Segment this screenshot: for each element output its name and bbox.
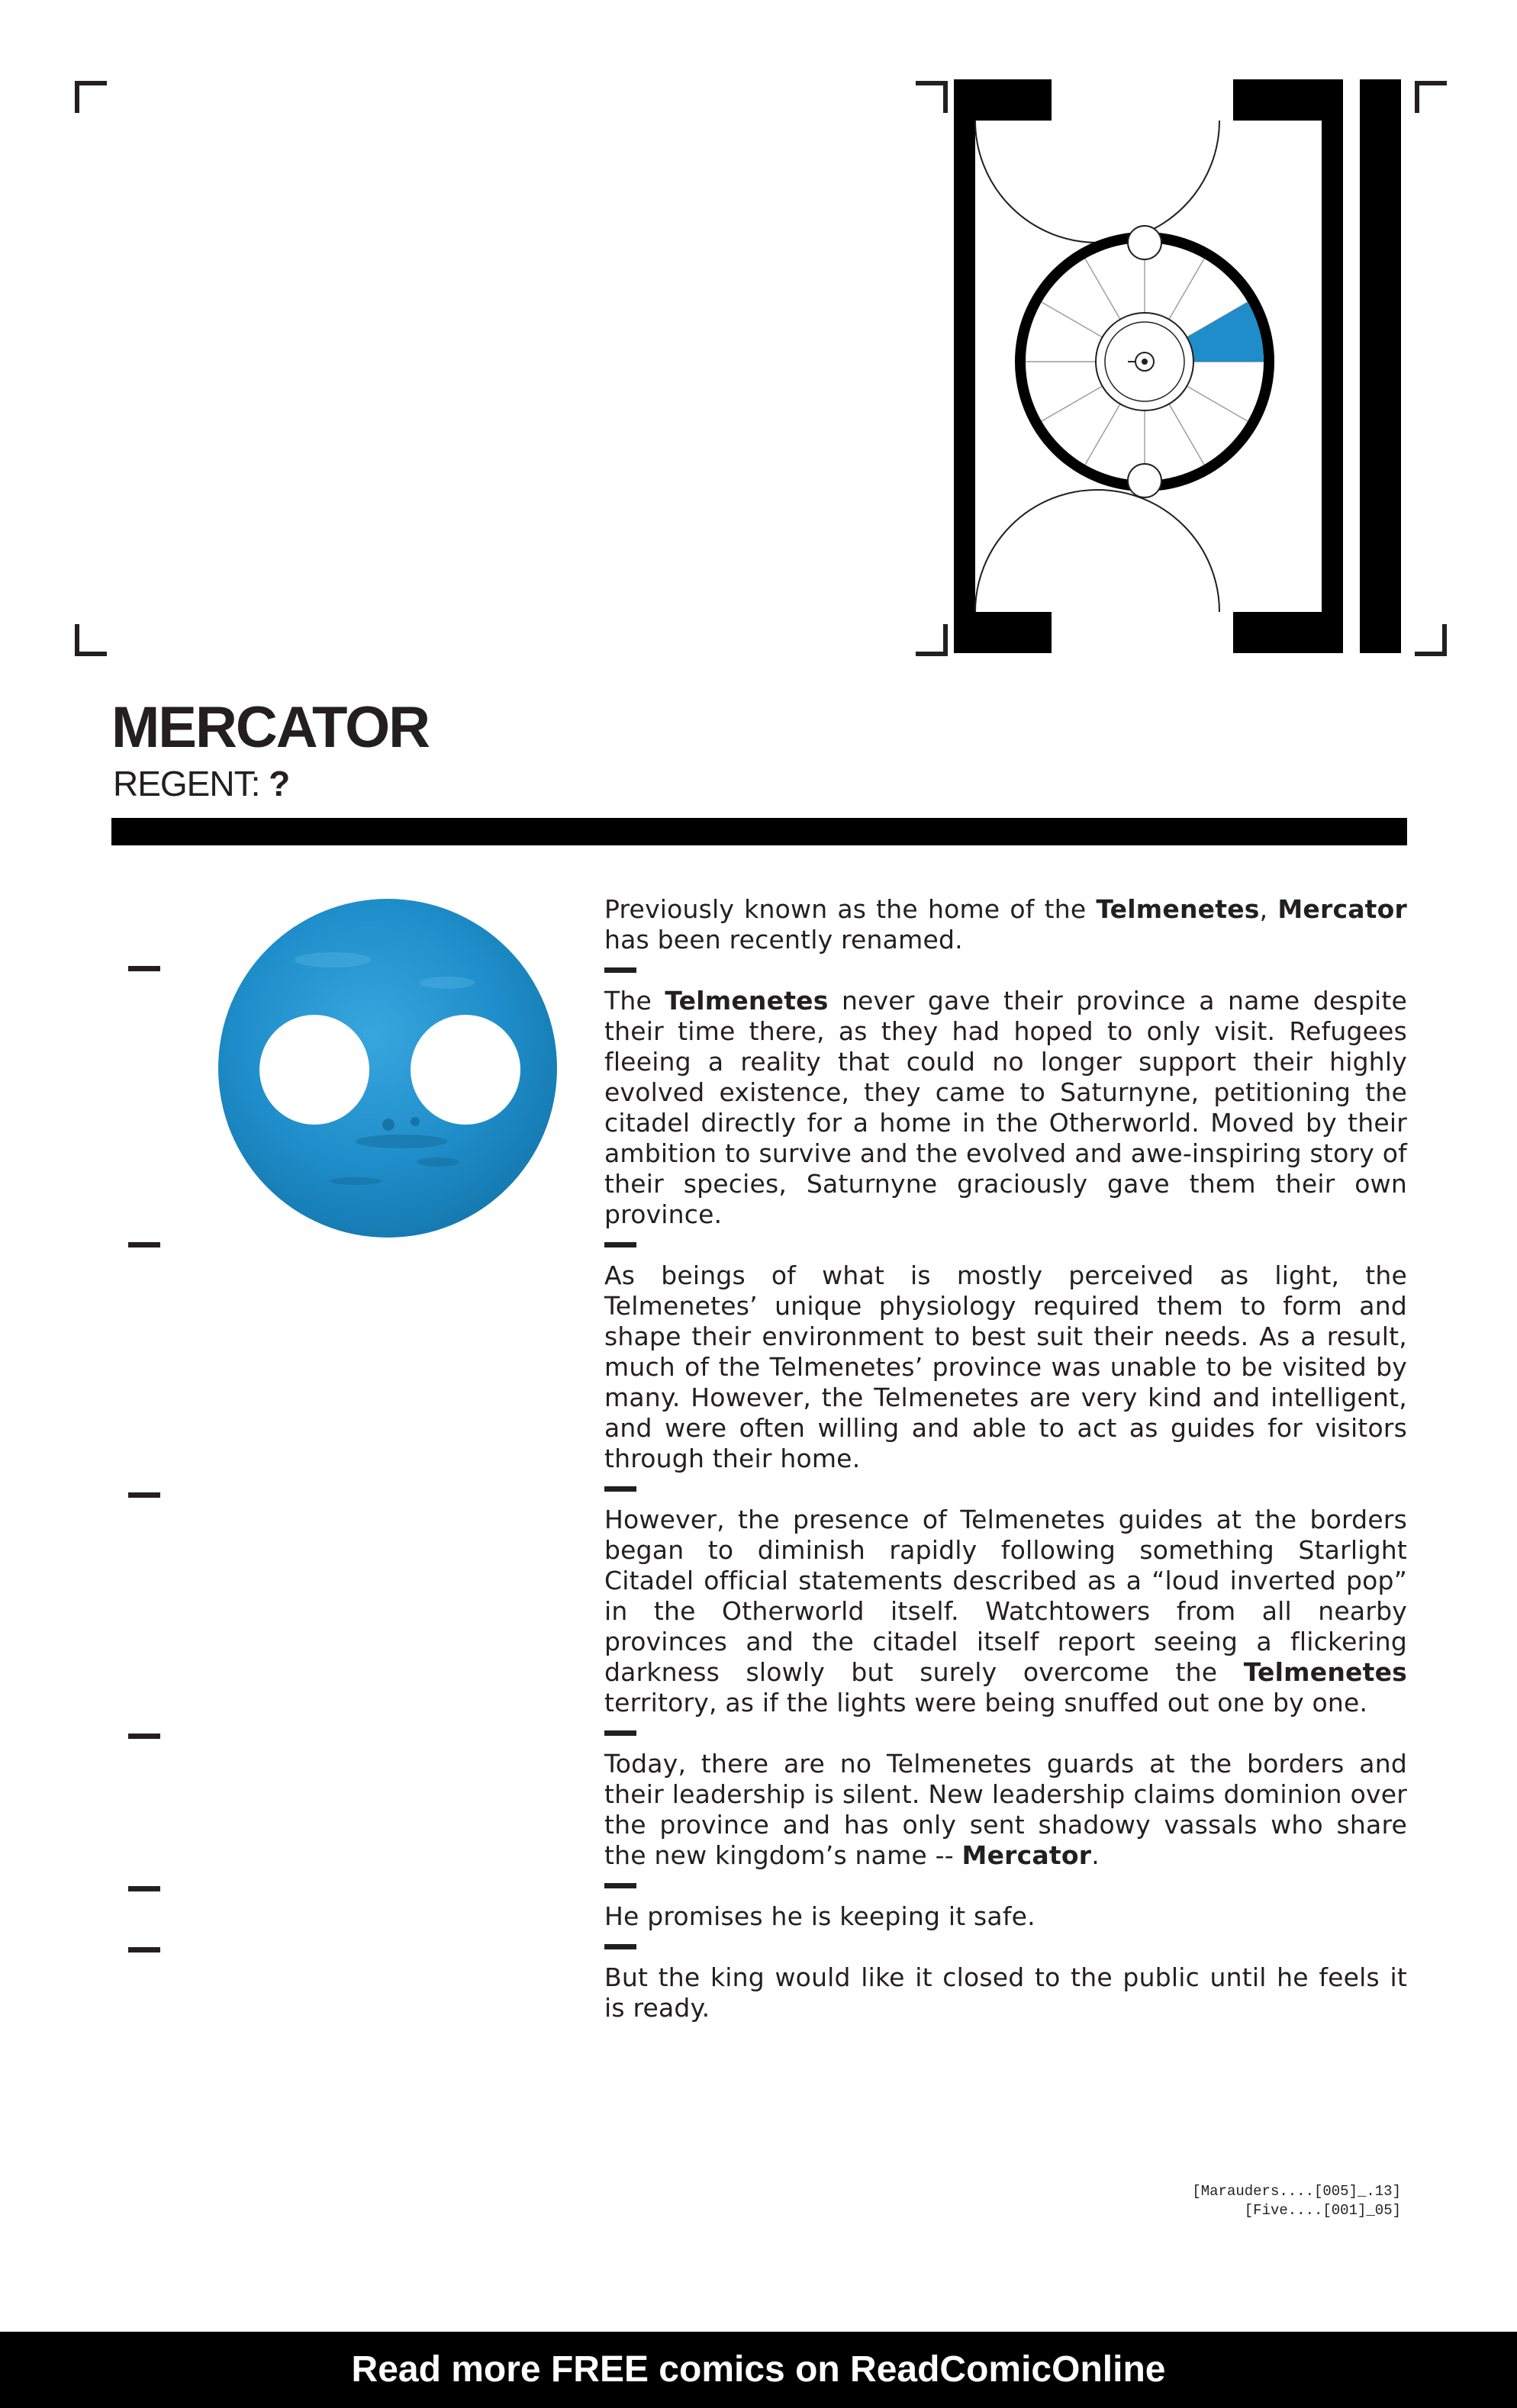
text-run: The [604,986,665,1016]
text-run: never gave their province a name despite their time there, as they had hoped to only visit. Refugees fleeing a reality that could no longer support their highly evolved existence, they came to Saturnyne, petitioning the citadel directly for a home in the Otherworld. Moved by their ambition to survive and the evolved and awe-inspiring story of their species, Saturnyne graciously gave them their own province. [604,986,1407,1229]
regent-line [113,766,289,801]
text-run: , [1259,894,1278,924]
regent-label: REGENT: [113,764,260,803]
citadel-dial-emblem-icon [954,79,1404,653]
text-run: But the king would like it closed to the public until he feels it is ready. [604,1962,1407,2023]
frame-corner-bottom-left [75,624,107,656]
credit-line: [Marauders....[005]_.13] [1192,2183,1401,2200]
paragraph-separator [604,1242,636,1247]
frame-corner-bottom-right-inner [916,624,948,656]
blue-province-globe-icon [218,899,557,1238]
margin-marker [128,1492,160,1498]
paragraph-separator [604,1486,636,1492]
paragraph-separator [604,967,636,973]
margin-marker [128,1886,160,1891]
paragraph [604,1505,1407,1718]
frame-corner-top-right-inner [916,81,948,113]
margin-marker [128,1242,160,1247]
page-title: MERCATOR [111,695,430,760]
text-run: territory, as if the lights were being snuffed out one by one. [604,1688,1368,1717]
title-rule [111,818,1407,845]
text-run: . [1091,1840,1100,1870]
text-run: He promises he is keeping it safe. [604,1901,1035,1931]
margin-marker [128,1947,160,1952]
paragraph [604,1962,1407,2023]
text-run: As beings of what is mostly perceived as light, the Telmenetes’ unique physiology required them to form and shape their environment to best suit their needs. As a result, much of the Telmenetes’ province was unable to be visited by many. However, the Telmenetes are very kind and intelligent, and were often willing and able to act as guides for visitors through their home. [604,1260,1407,1473]
bold-run: Mercator [961,1840,1092,1870]
credit-line: [Five....[001]_05] [1244,2202,1401,2219]
margin-marker [128,966,160,971]
frame-corner-top-left-outer [1415,81,1447,113]
issue-credits [1192,2182,1401,2220]
bold-run: Telmenetes [1243,1657,1407,1687]
paragraph [604,1260,1407,1474]
paragraph [604,986,1407,1230]
promo-banner[interactable]: Read more FREE comics on ReadComicOnline [0,2332,1517,2408]
paragraph-separator [604,1944,636,1949]
paragraph [604,1749,1407,1871]
text-run: Previously known as the home of the [604,894,1097,924]
frame-corner-top-left [75,81,107,113]
frame-corner-bottom-right-outer [1415,624,1447,656]
paragraph-separator [604,1730,636,1736]
regent-value: ? [269,764,290,803]
bold-run: Telmenetes [1096,894,1260,924]
paragraph-separator [604,1883,636,1888]
bold-run: Telmenetes [665,986,829,1016]
paragraph [604,894,1407,955]
paragraph [604,1901,1407,1932]
province-description [604,894,1407,2023]
margin-marker [128,1734,160,1739]
text-run: Today, there are no Telmenetes guards at the borders and their leadership is silent. New leadership claims dominion over the province and has only sent shadowy vassals who share the new kingdom’s name -- [604,1749,1407,1870]
bold-run: Mercator [1277,894,1407,924]
text-run: However, the presence of Telmenetes guides at the borders began to diminish rapidly following something Starlight Citadel official statements described as a “loud inverted pop” in the Otherworld itself. Watchtowers from all nearby provinces and the citadel itself report seeing a flickering darkness slowly but surely overcome the [604,1505,1407,1687]
text-run: has been recently renamed. [604,925,963,955]
